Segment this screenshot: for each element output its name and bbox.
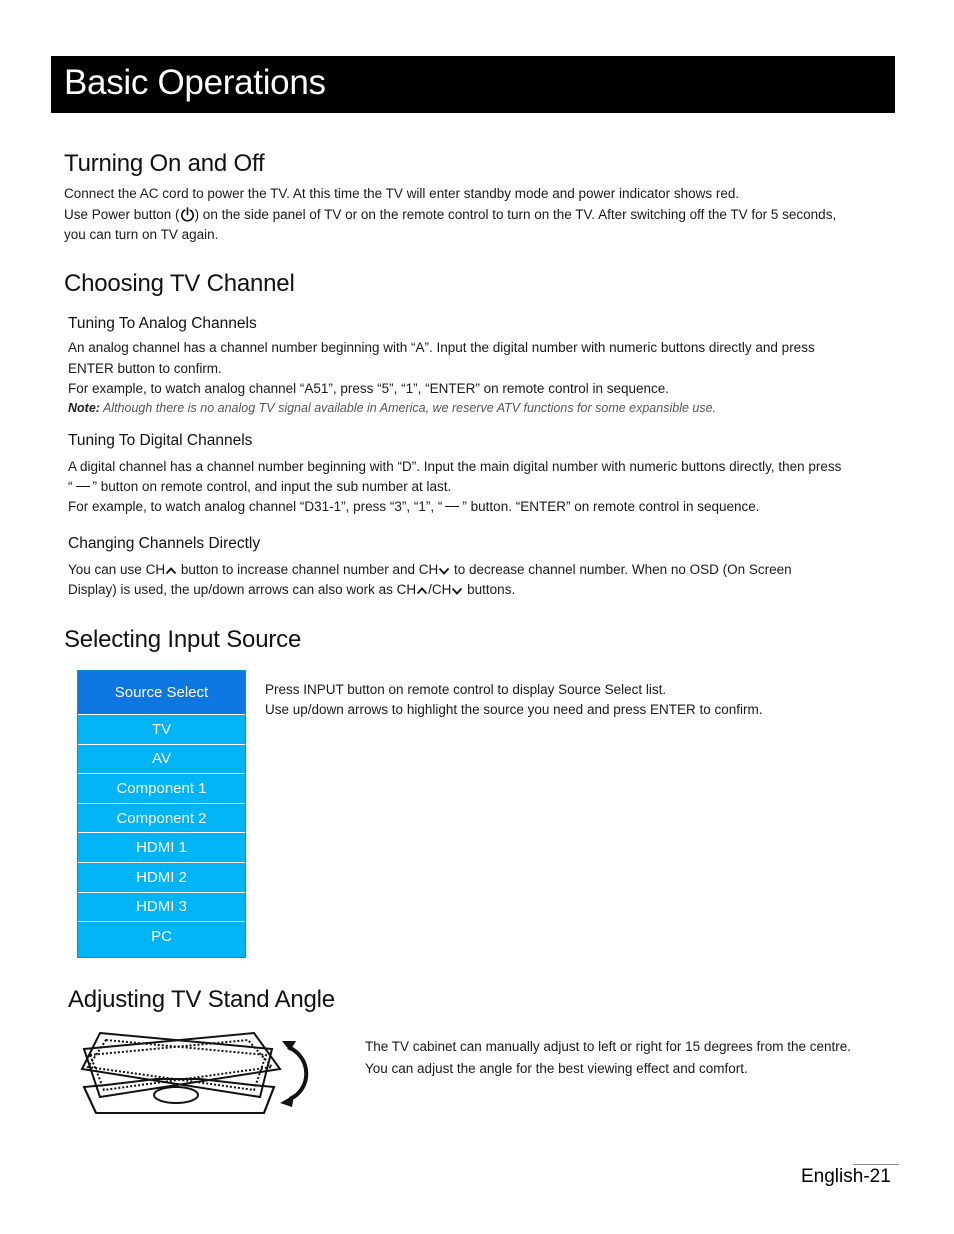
source-item-hdmi-3[interactable]: HDMI 3 — [78, 892, 245, 922]
source-select-title: Source Select — [78, 671, 245, 714]
dash-button-symbol — [76, 486, 90, 488]
subheading-digital: Tuning To Digital Channels — [68, 432, 253, 449]
heading-stand-angle: Adjusting TV Stand Angle — [68, 986, 335, 1013]
note-label: Note: — [68, 401, 100, 415]
analog-text-line2: ENTER button to confirm. — [68, 361, 222, 376]
footer-rule — [853, 1164, 899, 1165]
heading-turning-on-off: Turning On and Off — [64, 150, 265, 177]
tv-stand-rotation-illustration — [76, 1027, 316, 1119]
stand-text-line2: You can adjust the angle for the best viewing effect and comfort. — [365, 1061, 748, 1076]
page-title: Basic Operations — [64, 63, 326, 102]
source-item-tv[interactable]: TV — [78, 714, 245, 744]
chevron-up-icon — [416, 583, 428, 604]
analog-text-line1: An analog channel has a channel number beginning with “A”. Input the digital number with numeric buttons directly and press — [68, 340, 815, 355]
power-text-line1: Connect the AC cord to power the TV. At this time the TV will enter standby mode and power indicator shows red. — [64, 186, 740, 201]
subheading-analog: Tuning To Analog Channels — [68, 315, 257, 332]
source-item-component-2[interactable]: Component 2 — [78, 803, 245, 833]
dash-button-symbol — [445, 506, 459, 508]
direct-text-line2: Display) is used, the up/down arrows can also work as CH /CH buttons. — [68, 580, 515, 604]
source-item-hdmi-2[interactable]: HDMI 2 — [78, 862, 245, 892]
digital-text-line3: For example, to watch analog channel “D31-1”, press “3”, “1”, “ ” button. “ENTER” on remote control in sequence. — [68, 499, 760, 514]
direct-text-line1: You can use CH button to increase channel number and CH to decrease channel number. When no OSD (On Screen — [68, 560, 792, 584]
heading-input-source: Selecting Input Source — [64, 626, 302, 653]
analog-note: Note: Although there is no analog TV signal available in America, we reserve ATV functions for some expansible use. — [68, 401, 717, 415]
rotate-arrow-icon — [280, 1041, 306, 1107]
stand-text-line1: The TV cabinet can manually adjust to left or right for 15 degrees from the centre. — [365, 1039, 852, 1054]
source-item-av[interactable]: AV — [78, 744, 245, 774]
subheading-direct: Changing Channels Directly — [68, 535, 261, 552]
source-item-hdmi-1[interactable]: HDMI 1 — [78, 832, 245, 862]
input-text-line2: Use up/down arrows to highlight the source you need and press ENTER to confirm. — [265, 702, 763, 717]
source-item-component-1[interactable]: Component 1 — [78, 773, 245, 803]
source-item-pc[interactable]: PC — [78, 921, 245, 951]
analog-text-line3: For example, to watch analog channel “A51”, press “5”, “1”, “ENTER” on remote control in sequence. — [68, 381, 670, 396]
power-text-line3: you can turn on TV again. — [64, 227, 219, 242]
chevron-down-icon — [451, 583, 463, 604]
digital-text-line1: A digital channel has a channel number beginning with “D”. Input the main digital number with numeric buttons directly, then press — [68, 459, 842, 474]
page-number: English-21 — [801, 1166, 891, 1187]
input-text-line1: Press INPUT button on remote control to display Source Select list. — [265, 682, 667, 697]
header-banner — [51, 56, 895, 113]
source-select-list — [77, 670, 246, 958]
heading-choosing-channel: Choosing TV Channel — [64, 270, 295, 297]
digital-text-line2: “ ” button on remote control, and input the sub number at last. — [68, 479, 452, 494]
power-text-line2: Use Power button ( ) on the side panel of TV or on the remote control to turn on the TV. After switching off the TV for 5 seconds, — [64, 205, 836, 229]
